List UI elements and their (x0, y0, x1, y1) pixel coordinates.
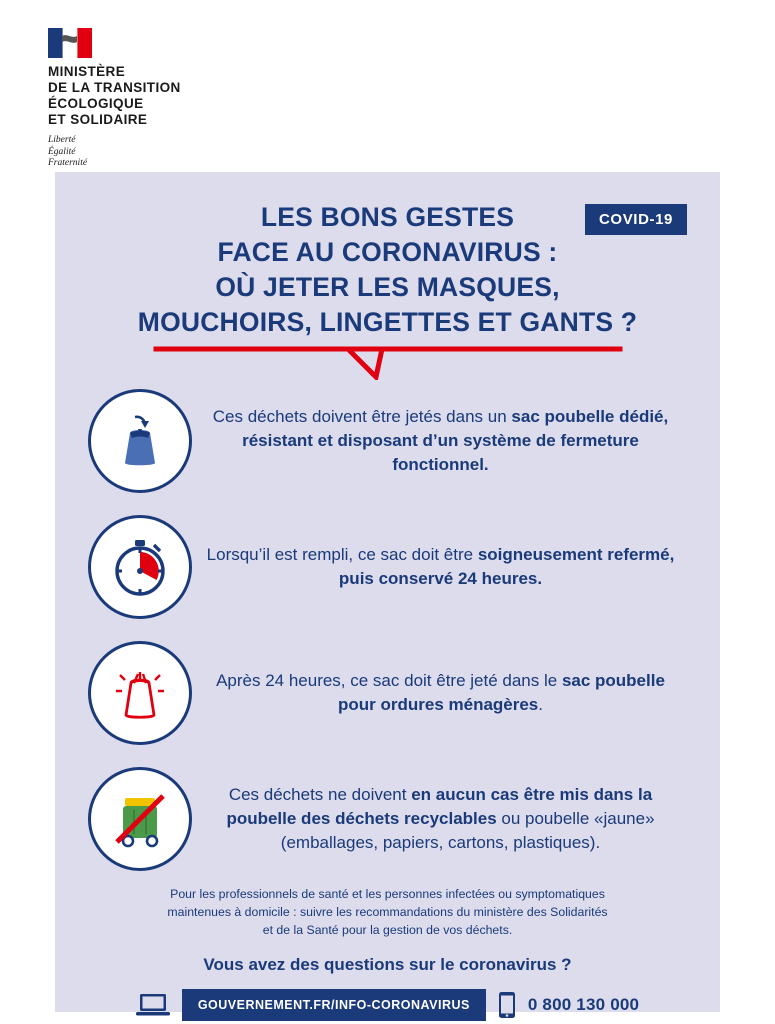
step-1-text-plain-1: Ces déchets doivent être jetés dans un (212, 406, 512, 426)
republic-motto (48, 135, 348, 171)
poster-panel (55, 172, 720, 1015)
step-4-text-bold-1: en aucun cas être mis dans la poubelle des déchets recyclables (226, 784, 653, 828)
list-item-text (199, 405, 694, 477)
list-item (81, 760, 694, 878)
motto-line-3: Fraternité (48, 158, 88, 169)
footnote-line-3: et de la Santé pour la gestion de vos déchets. (262, 922, 513, 937)
step-3-text-plain-1: Après 24 heures, ce sac doit être jeté dans le (216, 670, 562, 690)
title-line-4: MOUCHOIRS, LINGETTES ET GANTS ? (137, 306, 638, 337)
contact-bar (55, 989, 720, 1021)
step-3-text-bold-1: sac poubelle pour ordures ménagères (337, 670, 665, 714)
list-item (81, 508, 694, 626)
info-phone-number[interactable]: 0 800 130 000 (527, 995, 640, 1015)
sealed-bag-icon (88, 641, 192, 745)
step-2-text-plain-1: Lorsqu’il est rempli, ce sac doit être (206, 544, 478, 564)
title-line-2: FACE AU CORONAVIRUS : (217, 236, 558, 267)
stopwatch-icon (88, 515, 192, 619)
question-heading: Vous avez des questions sur le coronavirus ? (203, 955, 572, 975)
footnote-line-2: maintenues à domicile : suivre les recommandations du ministère des Solidarités (167, 904, 608, 919)
status-badge: COVID-19 (585, 204, 687, 235)
ministry-name (48, 64, 348, 128)
bubble-line-icon (148, 346, 628, 380)
ministry-line-2: DE LA TRANSITION (48, 79, 181, 95)
info-url-link[interactable]: GOUVERNEMENT.FR/INFO-CORONAVIRUS (182, 989, 486, 1021)
motto-line-1: Liberté (48, 134, 76, 145)
bag-waste-icon (88, 389, 192, 493)
no-recycling-bin-icon (88, 767, 192, 871)
title-line-1: LES BONS GESTES (260, 202, 515, 232)
mobile-phone-icon (498, 991, 516, 1019)
french-flag-icon (48, 28, 92, 58)
step-1-text-bold-1: sac poubelle dédié, résistant et disposant d’un système de fermeture fonctionnel. (242, 406, 669, 474)
speech-bubble-pointer (55, 346, 720, 380)
footnote-line-1: Pour les professionnels de santé et les personnes infectées ou symptomatiques (170, 886, 605, 901)
motto-line-2: Égalité (48, 146, 76, 157)
step-2-text-bold-1: soigneusement refermé, puis conservé 24 heures. (338, 544, 675, 588)
laptop-icon (136, 992, 170, 1018)
step-4-text-plain-1: Ces déchets ne doivent (228, 784, 412, 804)
list-item (81, 634, 694, 752)
list-item-text (199, 669, 694, 717)
step-4-text-plain-2: ou poubelle «jaune» (emballages, papiers, cartons, plastiques). (280, 808, 655, 852)
steps-list (55, 380, 720, 878)
ministry-line-3: ÉCOLOGIQUE (48, 95, 144, 111)
ministry-line-4: ET SOLIDAIRE (48, 111, 148, 127)
list-item-text (199, 783, 694, 855)
ministry-line-1: MINISTÈRE (48, 64, 126, 79)
footnote (55, 886, 720, 939)
page-title (55, 172, 720, 340)
title-line-3: OÙ JETER LES MASQUES, (215, 271, 560, 302)
step-3-text-plain-2: . (538, 694, 543, 714)
list-item (81, 382, 694, 500)
list-item-text (199, 543, 694, 591)
ministry-header (48, 28, 348, 170)
